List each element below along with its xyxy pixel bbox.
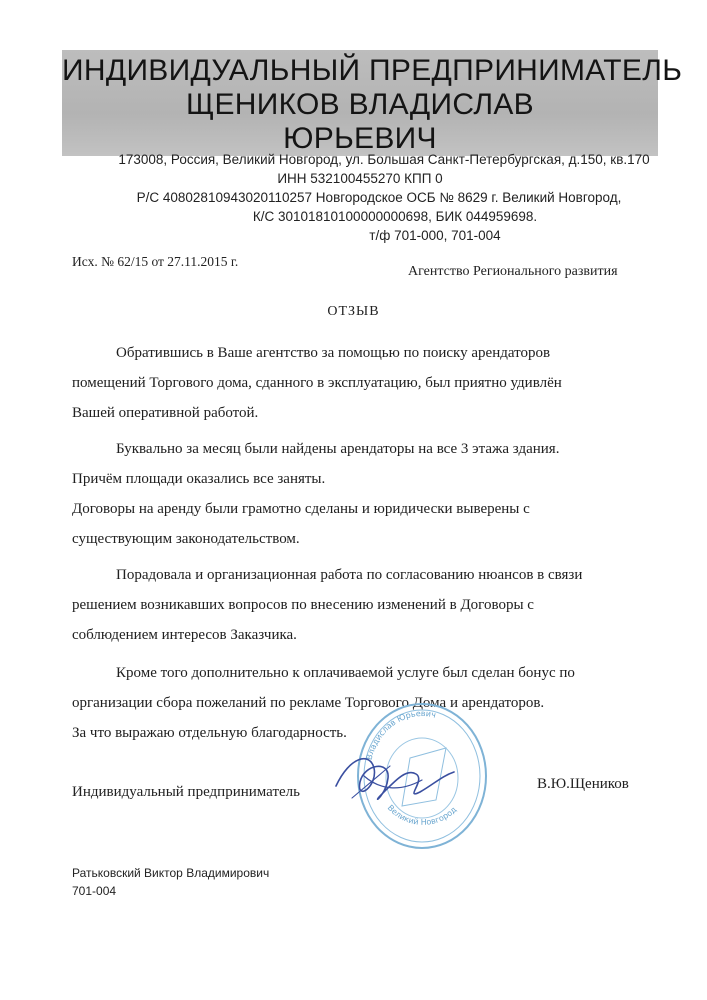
body-line: Причём площади оказались все заняты. (72, 471, 326, 487)
inn-line: ИНН 532100455270 КПП 0 (277, 171, 443, 186)
body-line: решением возникавших вопросов по внесению изменений в Договоры с (72, 597, 534, 613)
phone-line: т/ф 701-000, 701-004 (369, 228, 501, 243)
paragraph (72, 338, 632, 428)
address-line: 173008, Россия, Великий Новгород, ул. Большая Санкт-Петербургская, д.150, кв.170 (118, 152, 650, 167)
letterhead-title-line: ЮРЬЕВИЧ (283, 122, 437, 155)
handwritten-signature (330, 746, 460, 816)
document-title: ОТЗЫВ (327, 304, 380, 319)
body-line: Кроме того дополнительно к оплачиваемой услуге был сделан бонус по (116, 665, 575, 681)
stamp-top-text: Владислав Юрьевич (364, 708, 437, 761)
body-line: соблюдением интересов Заказчика. (72, 627, 297, 643)
paragraph (72, 434, 632, 554)
paragraph (72, 560, 632, 650)
stamp-bottom-text: Великий Новгород (385, 803, 459, 827)
letterhead-title-line: ЩЕНИКОВ ВЛАДИСЛАВ (186, 88, 534, 121)
body-line: Порадовала и организационная работа по согласованию нюансов в связи (116, 567, 583, 583)
signatory-name: В.Ю.Щеников (537, 776, 629, 792)
body-line: помещений Торгового дома, сданного в эксплуатацию, был приятно удивлён (72, 375, 562, 391)
body-line: Договоры на аренду были грамотно сделаны и юридически выверены с (72, 501, 530, 517)
letterhead-title (62, 54, 683, 156)
body-line: Вашей оперативной работой. (72, 405, 259, 421)
body-line: За что выражаю отдельную благодарность. (72, 725, 347, 741)
body-line: Обратившись в Ваше агентство за помощью по поиску арендаторов (116, 345, 551, 361)
body-line: Буквально за месяц были найдены арендаторы на все 3 этажа здания. (116, 441, 560, 457)
letterhead-title-line: ИНДИВИДУАЛЬНЫЙ ПРЕДПРИНИМАТЕЛЬ (62, 54, 683, 87)
body-line: существующим законодательством. (72, 531, 300, 547)
body-line: организации сбора пожеланий по рекламе Торгового Дома и арендаторов. (72, 695, 545, 711)
recipient: Агентство Регионального развития (408, 264, 618, 279)
bank-account-line: Р/С 40802810943020110257 Новгородское ОСБ № 8629 г. Великий Новгород, (136, 190, 622, 205)
executor-phone: 701-004 (72, 884, 117, 898)
company-requisites (60, 150, 660, 245)
signatory-position: Индивидуальный предприниматель (72, 784, 300, 800)
executor-name: Ратьковский Виктор Владимирович (72, 866, 270, 880)
corr-account-line: К/С 30101810100000000698, БИК 044959698. (252, 209, 538, 224)
executor-info (72, 864, 269, 900)
outgoing-reference: Исх. № 62/15 от 27.11.2015 г. (72, 254, 239, 269)
